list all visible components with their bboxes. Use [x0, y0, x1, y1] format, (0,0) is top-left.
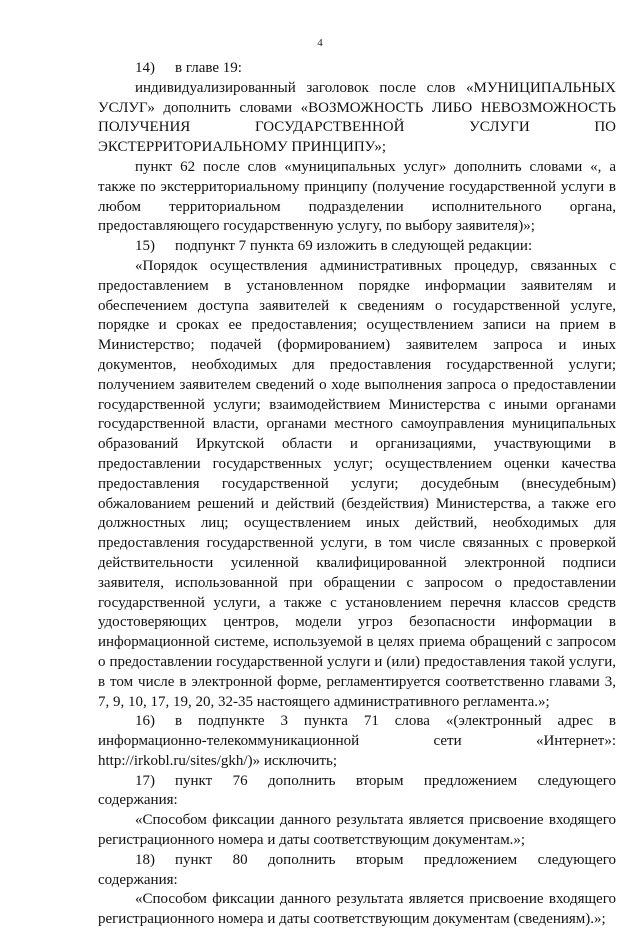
page-number: 4	[317, 37, 323, 49]
paragraph-text: в подпункте 3 пункта 71 слова «(электронный адрес в информационно-телекоммуникационной сети «Интернет»: http://irkobl.ru/sites/gkh/)» исключить;	[98, 713, 616, 769]
paragraph-new-wording	[98, 257, 616, 712]
paragraph-17	[98, 772, 616, 812]
paragraph-text: «Способом фиксации данного результата является присвоение входящего регистрационного номера и даты соответствующим документам.»;	[98, 812, 616, 849]
paragraph-point-62	[98, 158, 616, 237]
paragraph-text: «Способом фиксации данного результата является присвоение входящего регистрационного номера и даты соответствующим документам (сведениям).»;	[98, 891, 616, 928]
item-number: 15)	[135, 238, 155, 255]
paragraph-17-quote	[98, 811, 616, 851]
paragraph-text: пункт 80 дополнить вторым предложением следующего содержания:	[98, 851, 616, 888]
paragraph-16	[98, 712, 616, 771]
item-number: 17)	[135, 772, 155, 789]
item-number: 14)	[135, 60, 155, 76]
item-number: 18)	[135, 851, 155, 868]
paragraph-text: индивидуализированный заголовок после слов «МУНИЦИПАЛЬНЫХ УСЛУГ» дополнить словами «ВОЗМОЖНОСТЬ ЛИБО НЕВОЗМОЖНОСТЬ ПОЛУЧЕНИЯ ГОСУДАРСТВЕННОЙ УСЛУГИ ПО ЭКСТЕРРИТОРИАЛЬНОМУ ПРИНЦИПУ»;	[98, 79, 616, 156]
paragraph-text: пункт 62 после слов «муниципальных услуг» дополнить словами «, а также по экстерриториальному принципу (получение государственной услуги в любом территориальном подразделении исполнительного органа, предоставляющего государственную услугу, по выбору заявителя)»;	[98, 158, 616, 235]
item-number: 16)	[135, 713, 155, 730]
paragraph-text: пункт 76 дополнить вторым предложением следующего содержания:	[98, 772, 616, 809]
paragraph-15	[98, 237, 616, 257]
paragraph-text: в главе 19:	[175, 60, 242, 76]
paragraph-text: «Порядок осуществления административных процедур, связанных с предоставлением в установленном порядке информации заявителям и обеспечением доступа заявителей к сведениям о государственной услуге, порядке и сроках ее предоставления; осуществлением записи на прием в Министерство; подачей (формированием) заявителем запроса и иных документов, необходимых для предоставления государственной услуги; получением заявителем сведений о ходе выполнения запроса о предоставлении государственной услуги; взаимодействием Министерства с иными органами государственной власти, органами местного самоуправления муниципальных образований Иркутской области и организациями, участвующими в предоставлении государственных услуг; осуществлением оценки качества предоставления государственной услуги; досудебным (внесудебным) обжалованием решений и действий (бездействия) Министерства, а также его должностных лиц; осуществлением иных действий, необходимых для предоставления государственной услуги, в том числе связанных с проверкой действительности усиленной квалифицированной электронной подписи заявителя, использованной при обращении с запросом о предоставлении государственной услуги, а также с установлением перечня классов средств удостоверяющих центров, модели угроз безопасности информации в информационной системе, используемой в целях приема обращений с запросом о предоставлении государственной услуги и (или) предоставления такой услуги, в том числе в электронной форме, регламентируется соответственно главами 3, 7, 9, 10, 17, 19, 20, 32-35 настоящего административного регламента.»;	[98, 257, 616, 710]
document-body	[98, 59, 616, 930]
paragraph-text: подпункт 7 пункта 69 изложить в следующей редакции:	[175, 238, 533, 255]
paragraph-heading-amendment	[98, 79, 616, 158]
paragraph-14	[98, 59, 616, 79]
paragraph-18-quote	[98, 890, 616, 930]
paragraph-18	[98, 851, 616, 891]
